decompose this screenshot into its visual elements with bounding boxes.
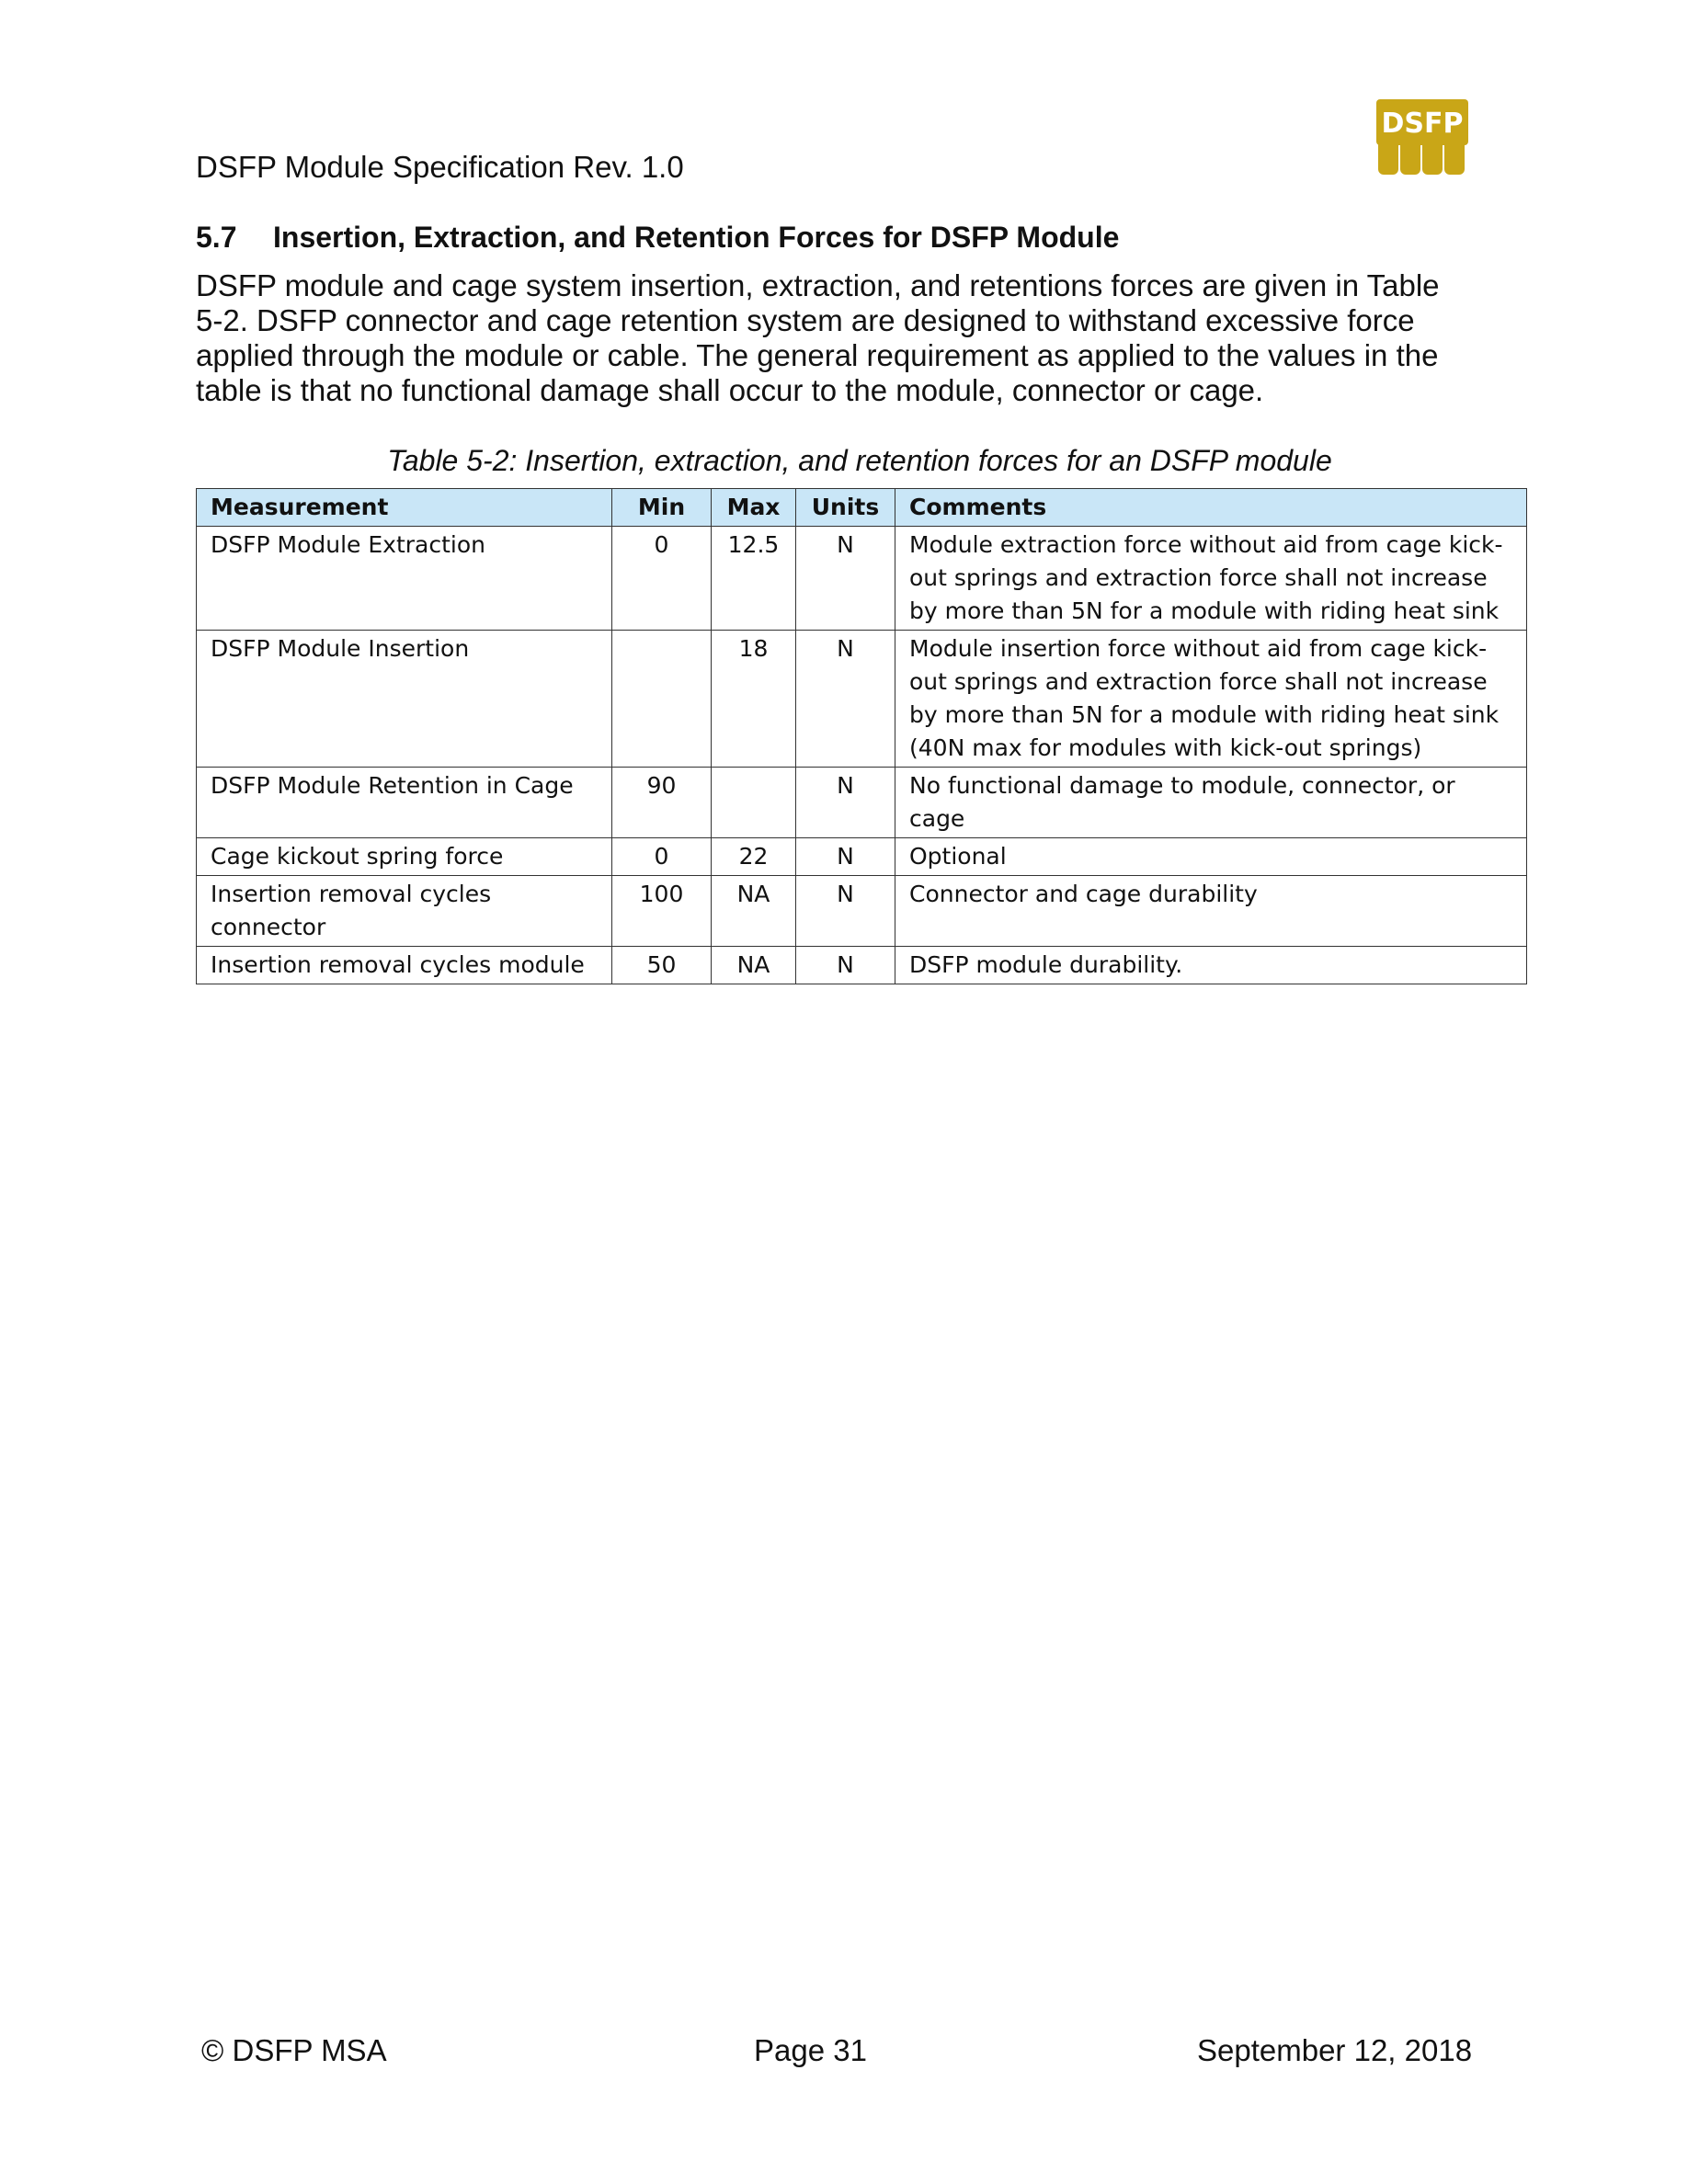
cell-min: [612, 631, 712, 768]
cell-comments: Optional: [895, 838, 1527, 876]
cell-measurement: Cage kickout spring force: [197, 838, 612, 876]
section-title-text: Insertion, Extraction, and Retention Forces for DSFP Module: [273, 221, 1120, 254]
column-header-units: Units: [796, 489, 895, 527]
cell-min: 50: [612, 947, 712, 984]
cell-units: N: [796, 838, 895, 876]
document-header-title: DSFP Module Specification Rev. 1.0: [196, 150, 684, 184]
footer-page-number: Page 31: [754, 2033, 867, 2067]
table-header-row: [197, 489, 1527, 527]
section-number: 5.7: [196, 221, 237, 254]
cell-comments: Connector and cage durability: [895, 876, 1527, 947]
cell-measurement: Insertion removal cycles module: [197, 947, 612, 984]
cell-comments: Module extraction force without aid from cage kick-out springs and extraction force shall not increase by more than 5N for a module with riding heat sink: [895, 527, 1527, 631]
cell-max: 22: [712, 838, 796, 876]
table-caption: Table 5-2: Insertion, extraction, and retention forces for an DSFP module: [387, 444, 1332, 477]
table-row: [197, 876, 1527, 947]
body-paragraph: [196, 268, 1474, 408]
cell-max: NA: [712, 876, 796, 947]
cell-min: 90: [612, 768, 712, 838]
cell-measurement: DSFP Module Insertion: [197, 631, 612, 768]
cell-units: N: [796, 631, 895, 768]
column-header-comments: Comments: [895, 489, 1527, 527]
cell-min: 0: [612, 838, 712, 876]
cell-min: 100: [612, 876, 712, 947]
cell-units: N: [796, 947, 895, 984]
cell-max: [712, 768, 796, 838]
cell-max: 12.5: [712, 527, 796, 631]
cell-measurement: Insertion removal cycles connector: [197, 876, 612, 947]
cell-measurement: DSFP Module Retention in Cage: [197, 768, 612, 838]
cell-measurement: DSFP Module Extraction: [197, 527, 612, 631]
cell-comments: DSFP module durability.: [895, 947, 1527, 984]
column-header-measurement: Measurement: [197, 489, 612, 527]
table-row: [197, 947, 1527, 984]
paragraph-text: DSFP module and cage system insertion, extraction, and retentions forces are given in Table 5-2. DSFP connector and cage retention system are designed to withstand excessive force applied through the module or cable. The general requirement as applied to the values in the table is that no functional damage shall occur to the module, connector or cage.: [196, 268, 1440, 407]
table-row: [197, 838, 1527, 876]
cell-max: NA: [712, 947, 796, 984]
section-heading: [196, 219, 1119, 256]
svg-text:DSFP: DSFP: [1381, 108, 1464, 140]
column-header-min: Min: [612, 489, 712, 527]
cell-units: N: [796, 527, 895, 631]
dsfp-logo: [1376, 99, 1468, 176]
footer-date: September 12, 2018: [1197, 2033, 1473, 2067]
cell-max: 18: [712, 631, 796, 768]
table-row: [197, 768, 1527, 838]
cell-comments: No functional damage to module, connector, or cage: [895, 768, 1527, 838]
cell-comments: Module insertion force without aid from cage kick-out springs and extraction force shall not increase by more than 5N for a module with riding heat sink (40N max for modules with kick-out springs): [895, 631, 1527, 768]
table-row: [197, 527, 1527, 631]
cell-units: N: [796, 768, 895, 838]
footer-copyright: © DSFP MSA: [201, 2033, 387, 2067]
cell-min: 0: [612, 527, 712, 631]
column-header-max: Max: [712, 489, 796, 527]
table-row: [197, 631, 1527, 768]
cell-units: N: [796, 876, 895, 947]
forces-table: [196, 488, 1527, 984]
